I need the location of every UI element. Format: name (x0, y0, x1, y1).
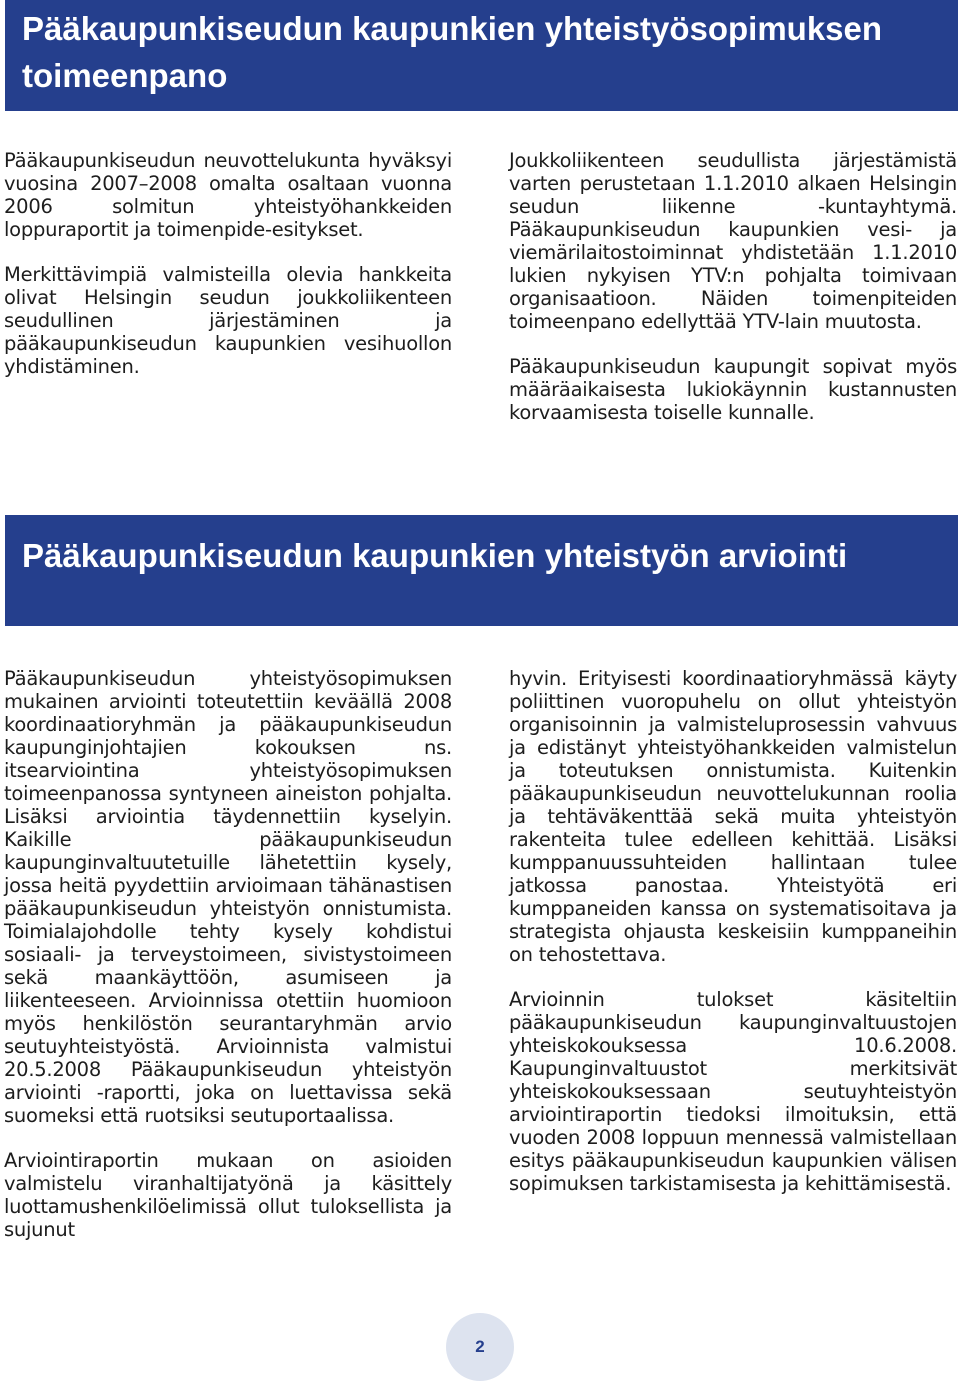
text-column-right (509, 149, 957, 446)
page-number-badge (446, 1313, 514, 1381)
paragraph: Pääkaupunkiseudun yhteistyösopimuksen mukainen arviointi toteutettiin keväällä 2008 koordinaatioryhmän ja pääkaupunkiseudun kaupunginjohtajien kokouksen ns. itsearviointina yhteistyösopimuksen toimeenpanossa syntyneen aineiston pohjalta. Lisäksi arviointia täydennettiin kyselyin. Kaikille pääkaupunkiseudun kaupunginvaltuutetuille lähetettiin kysely, jossa heitä pyydettiin arvioimaan tähänastisen pääkaupunkiseudun yhteistyön onnistumista. Toimialajohdolle tehty kysely kohdistui sosiaali- ja terveystoimeen, sivistystoimeen sekä maankäyttöön, asumiseen ja liikenteeseen. Arvioinnissa otettiin huomioon myös henkilöstön seurantaryhmän arvio seutuyhteistyöstä. Arvioinnista valmistui 20.5.2008 Pääkaupunkiseudun yhteistyön arviointi -raportti, joka on luettavissa sekä suomeksi että ruotsiksi seutuportaalissa. (4, 667, 452, 1127)
paragraph: Merkittävimpiä valmisteilla olevia hankkeita olivat Helsingin seudun joukkoliikenteen seudullinen järjestäminen ja pääkaupunkiseudun kaupunkien vesihuollon yhdistäminen. (4, 263, 452, 378)
paragraph: Pääkaupunkiseudun kaupungit sopivat myös määräaikaisesta lukiokäynnin kustannusten korvaamisesta toiselle kunnalle. (509, 355, 957, 424)
section-banner-implementation (5, 0, 958, 111)
page-number: 2 (475, 1337, 485, 1356)
text-column-left (4, 667, 452, 1263)
paragraph: Arviointiraportin mukaan on asioiden valmistelu viranhaltijatyönä ja käsittely luottamushenkilöelimissä ollut tuloksellista ja sujunut (4, 1149, 452, 1241)
text-column-right (509, 667, 957, 1217)
paragraph: Pääkaupunkiseudun neuvottelukunta hyväksyi vuosina 2007–2008 omalta osaltaan vuonna 2006 solmitun yhteistyöhankkeiden loppuraportit ja toimenpide-esitykset. (4, 149, 452, 241)
section-title: Pääkaupunkiseudun kaupunkien yhteistyön arviointi (22, 537, 848, 574)
paragraph: Joukkoliikenteen seudullista järjestämistä varten perustetaan 1.1.2010 alkaen Helsingin seudun liikenne -kuntayhtymä. Pääkaupunkiseudun kaupunkien vesi- ja viemärilaitostoiminnat yhdistetään 1.1.2010 lukien nykyisen YTV:n pohjalta toimivaan organisaatioon. Näiden toimenpiteiden toimeenpano edellyttää YTV-lain muutosta. (509, 149, 957, 333)
paragraph: Arvioinnin tulokset käsiteltiin pääkaupunkiseudun kaupunginvaltuustojen yhteiskokouksessa 10.6.2008. Kaupunginvaltuustot merkitsivät yhteiskokouksessaan seutuyhteistyön arviointiraportin tiedoksi ilmoituksin, että vuoden 2008 loppuun mennessä valmistellaan esitys pääkaupunkiseudun kaupunkien välisen sopimuksen tarkistamisesta ja kehittämisestä. (509, 988, 957, 1195)
paragraph: hyvin. Erityisesti koordinaatioryhmässä käyty poliittinen vuoropuhelu on ollut yhteistyön organisoinnin ja valmisteluprosessin vahvuus ja edistänyt yhteistyöhankkeiden valmistelun ja toteutuksen onnistumista. Kuitenkin pääkaupunkiseudun neuvottelukunnan roolia ja tehtäväkenttää sekä muita yhteistyön rakenteita tulee edelleen kehittää. Lisäksi kumppanuussuhteiden hallintaan tulee jatkossa panostaa. Yhteistyötä eri kumppaneiden kanssa on systematisoitava ja strategista ohjausta keskeisiin kumppaneihin on tehostettava. (509, 667, 957, 966)
section-title: Pääkaupunkiseudun kaupunkien yhteistyösopimuksen toimeenpano (22, 10, 883, 94)
text-column-left (4, 149, 452, 400)
section-banner-evaluation (5, 515, 958, 626)
